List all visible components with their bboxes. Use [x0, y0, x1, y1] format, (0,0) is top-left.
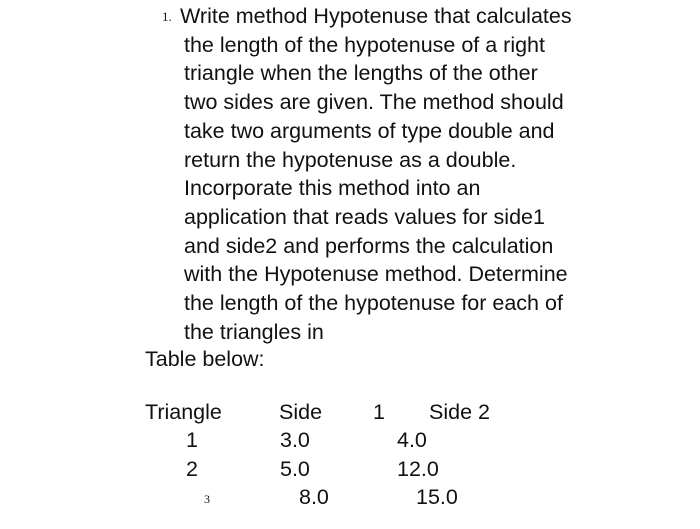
question-line: take two arguments of type double and: [184, 118, 555, 143]
row-1-side1: 3.0: [280, 428, 310, 452]
header-side2: Side 2: [429, 400, 490, 424]
question-line: Incorporate this method into an: [184, 176, 481, 201]
question-line: triangle when the lengths of the other: [184, 61, 538, 86]
row-2-side1: 5.0: [280, 457, 310, 481]
row-2-side2: 12.0: [397, 457, 439, 481]
question-line: return the hypotenuse as a double.: [184, 147, 517, 172]
list-number: 1.: [162, 9, 172, 24]
question-line: Write method Hypotenuse that calculates: [180, 4, 572, 28]
row-2-triangle: 2: [186, 457, 198, 481]
header-side: Side: [279, 400, 323, 424]
header-triangle: Triangle: [145, 400, 222, 424]
question-text: [180, 2, 684, 346]
row-3-triangle: 3: [204, 492, 210, 506]
question-line: with the Hypotenuse method. Determine: [184, 262, 568, 287]
header-side-number: 1: [373, 400, 385, 424]
row-1-triangle: 1: [186, 428, 198, 452]
question-line: two sides are given. The method should: [184, 90, 564, 115]
row-3-side1: 8.0: [299, 485, 329, 509]
question-line: application that reads values for side1: [184, 204, 545, 229]
row-1-side2: 4.0: [397, 428, 427, 452]
question-line: the triangles in: [184, 319, 324, 344]
question-line: the length of the hypotenuse of a right: [184, 32, 545, 57]
table-intro: Table below:: [145, 347, 265, 371]
row-3-side2: 15.0: [416, 485, 458, 509]
question-line: the length of the hypotenuse for each of: [184, 291, 563, 316]
question-line: and side2 and performs the calculation: [184, 233, 554, 258]
